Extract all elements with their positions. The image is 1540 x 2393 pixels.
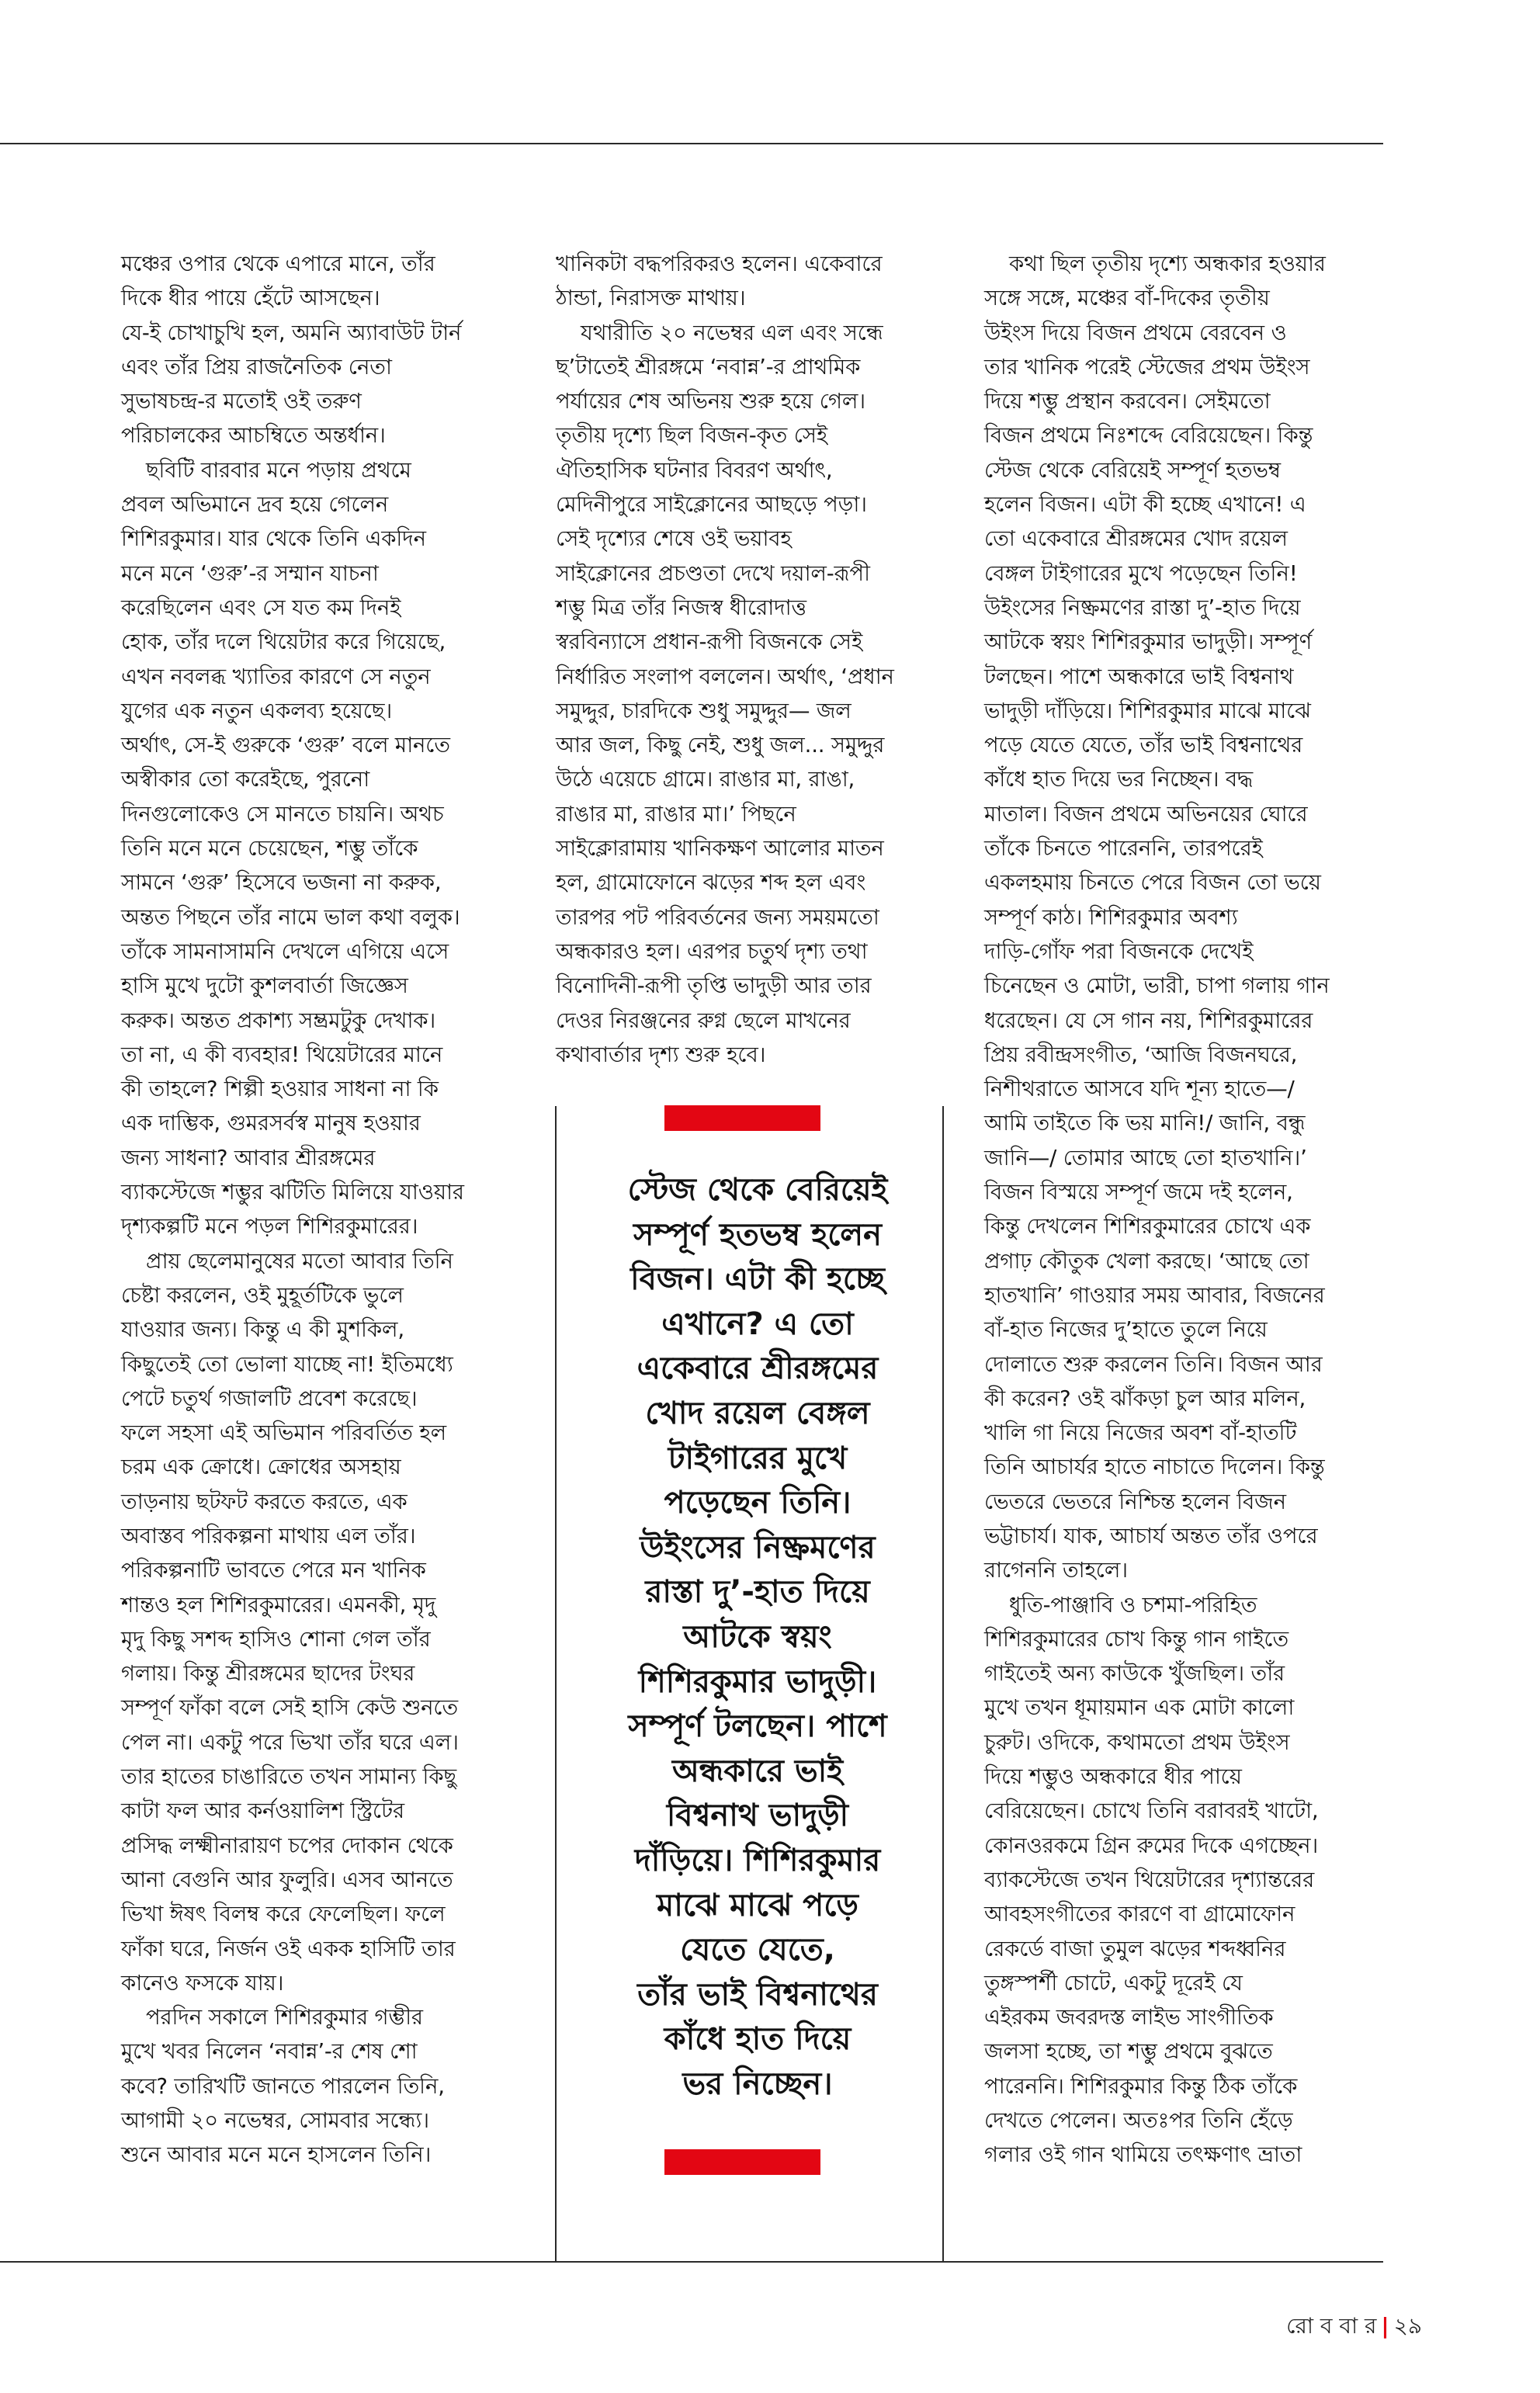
text-line: স্বরবিন্যাসে প্রধান-রূপী বিজনকে সেই — [556, 629, 863, 655]
text-line: কিন্তু দেখলেন শিশিরকুমারের চোখে এক — [984, 1213, 1311, 1240]
text-line: তার হাতের চাঙারিতে তখন সামান্য কিছু — [121, 1764, 457, 1790]
text-line: আবহসংগীতের কারণে বা গ্রামোফোন — [984, 1901, 1295, 1927]
text-line: প্রসিদ্ধ লক্ষ্মীনারায়ণ চপের দোকান থেকে — [121, 1832, 453, 1858]
top-rule — [0, 143, 1383, 144]
text-line: রেকর্ডে বাজা তুমুল ঝড়ের শব্দধ্বনির — [984, 1935, 1286, 1961]
text-line: দৃশ্যকল্পটি মনে পড়ল শিশিরকুমারের। — [121, 1213, 418, 1240]
text-line: দিকে ধীর পায়ে হেঁটে আসছেন। — [121, 285, 380, 311]
text-line: গাইতেই অন্য কাউকে খুঁজছিল। তাঁর — [984, 1660, 1285, 1687]
text-line: প্রবল অভিমানে দ্রব হয়ে গেলেন — [121, 491, 389, 518]
text-line: সেই দৃশ্যের শেষে ওই ভয়াবহ — [556, 525, 792, 552]
pull-quote-line: মাঝে মাঝে পড়ে — [657, 1887, 858, 1923]
text-line: কথাবার্তার দৃশ্য শুরু হবে। — [556, 1041, 766, 1067]
text-line: বিনোদিনী-রূপী তৃপ্তি ভাদুড়ী আর তার — [556, 973, 872, 999]
text-line: সমুদ্দুর, চারদিকে শুধু সমুদ্দুর— জল — [556, 697, 852, 723]
pull-quote-line: একেবারে শ্রীরঙ্গমের — [636, 1351, 879, 1387]
text-line: আর জল, কিছু নেই, শুধু জল... সমুদ্দুর — [556, 732, 885, 758]
text-line: মঞ্চের ওপার থেকে এপারে মানে, তাঁর — [121, 251, 435, 276]
pull-quote-line: তাঁর ভাই বিশ্বনাথের — [637, 1976, 878, 2013]
text-line: নিশীথরাতে আসবে যদি শূন্য হাতে—/ — [984, 1076, 1295, 1102]
text-line: তো একেবারে শ্রীরঙ্গমের খোদ রয়েল — [984, 525, 1288, 552]
text-line: দিয়ে শম্ভু প্রস্থান করবেন। সেইমতো — [984, 388, 1271, 414]
page-number: ২৯ — [1393, 2313, 1422, 2339]
text-line: মনে মনে ‘গুরু’-র সম্মান যাচনা — [121, 560, 379, 586]
text-line: কবে? তারিখটি জানতে পারলেন তিনি, — [121, 2072, 445, 2099]
text-line: তাঁকে সামনাসামনি দেখলে এগিয়ে এসে — [121, 938, 449, 964]
text-line: যথারীতি ২০ নভেম্বর এল এবং সন্ধে — [581, 319, 883, 345]
pull-quote-line: বিশ্বনাথ ভাদুড়ী — [666, 1798, 849, 1834]
text-line: দাড়ি-গোঁফ পরা বিজনকে দেখেই — [984, 938, 1254, 964]
pull-quote-line: এখানে? এ তো — [661, 1306, 854, 1342]
text-line: পরিচালকের আচম্বিতে অন্তর্ধান। — [121, 422, 386, 449]
text-line: চেষ্টা করলেন, ওই মুহূর্তটিকে ভুলে — [121, 1281, 404, 1308]
text-line: বিজন প্রথমে নিঃশব্দে বেরিয়েছেন। কিন্তু — [984, 422, 1313, 449]
pull-quote-line: রাস্তা দু’-হাত দিয়ে — [645, 1574, 870, 1611]
text-line: হাসি মুখে দুটো কুশলবার্তা জিজ্ঞেস — [121, 973, 408, 999]
text-line: ভট্টাচার্য। যাক, আচার্য অন্তত তাঁর ওপরে — [984, 1522, 1318, 1549]
text-line: শিশিরকুমারের চোখ কিন্তু গান গাইতে — [984, 1625, 1289, 1652]
text-line: মুখে খবর নিলেন ‘নবান্ন’-র শেষ শো — [121, 2038, 418, 2065]
text-line: শান্তও হল শিশিরকুমারের। এমনকী, মৃদু — [121, 1591, 436, 1618]
text-line: ছবিটি বারবার মনে পড়ায় প্রথমে — [146, 456, 411, 483]
text-line: কানেও ফসকে যায়। — [121, 1969, 284, 1996]
page-footer — [1226, 2309, 1422, 2346]
text-line: অস্বীকার তো করেইছে, পুরনো — [121, 766, 370, 792]
text-line: খালি গা নিয়ে নিজের অবশ বাঁ-হাতটি — [984, 1420, 1297, 1446]
pull-quote-line: শিশিরকুমার ভাদুড়ী। — [638, 1663, 877, 1700]
text-line: দিয়ে শম্ভুও অন্ধকারে ধীর পায়ে — [984, 1764, 1242, 1790]
text-line: তিনি আচার্যর হাতে নাচাতে দিলেন। কিন্তু — [984, 1454, 1325, 1480]
text-line: যাওয়ার জন্য। কিন্তু এ কী মুশকিল, — [121, 1316, 404, 1343]
pull-quote-line: পড়েছেন তিনি। — [664, 1485, 852, 1521]
text-line: কথা ছিল তৃতীয় দৃশ্যে অন্ধকার হওয়ার — [1009, 251, 1326, 276]
text-line: নির্ধারিত সংলাপ বললেন। অর্থাৎ, ‘প্রধান — [556, 663, 894, 689]
text-line: সম্পূর্ণ কাঠ। শিশিরকুমার অবশ্য — [984, 903, 1238, 930]
text-line: মাতাল। বিজন প্রথমে অভিনয়ের ঘোরে — [984, 800, 1308, 827]
text-line: হলেন বিজন। এটা কী হচ্ছে এখানে! এ — [984, 491, 1306, 518]
text-line: ব্যাকস্টেজে তখন থিয়েটারের দৃশ্যান্তরের — [984, 1866, 1315, 1892]
text-line: তাড়নায় ছটফট করতে করতে, এক — [121, 1488, 408, 1514]
text-line: সঙ্গে সঙ্গে, মঞ্চের বাঁ-দিকের তৃতীয় — [984, 285, 1270, 311]
text-line: কাটা ফল আর কর্নওয়ালিশ স্ট্রিটের — [121, 1798, 404, 1824]
text-line: হল, গ্রামোফোনে ঝড়ের শব্দ হল এবং — [556, 869, 866, 896]
text-line: এখন নবলব্ধ খ্যাতির কারণে সে নতুন — [121, 663, 431, 689]
text-line: পরিকল্পনাটি ভাবতে পেরে মন খানিক — [121, 1557, 426, 1583]
text-line: এবং তাঁর প্রিয় রাজনৈতিক নেতা — [121, 353, 392, 380]
pull-quote — [576, 1168, 939, 2107]
pull-quote-line: বিজন। এটা কী হচ্ছে — [630, 1261, 885, 1298]
text-line: একলহমায় চিনতে পেরে বিজন তো ভয়ে — [984, 869, 1321, 896]
text-line: ভাদুড়ী দাঁড়িয়ে। শিশিরকুমার মাঝে মাঝে — [984, 697, 1311, 723]
text-line: উইংস দিয়ে বিজন প্রথমে বেরবেন ও — [984, 319, 1287, 345]
text-line: তার খানিক পরেই স্টেজের প্রথম উইংস — [984, 353, 1310, 380]
text-line: অন্তত পিছনে তাঁর নামে ভাল কথা বলুক। — [121, 903, 460, 930]
text-line: তুঙ্গস্পর্শী চোটে, একটু দূরেই যে — [984, 1969, 1243, 1996]
text-line: হাতখানি’ গাওয়ার সময় আবার, বিজনের — [984, 1281, 1325, 1308]
pull-quote-line: দাঁড়িয়ে। শিশিরকুমার — [634, 1842, 881, 1878]
text-line: তৃতীয় দৃশ্যে ছিল বিজন-কৃত সেই — [556, 422, 828, 449]
pull-quote-line: খোদ রয়েল বেঙ্গল — [645, 1395, 870, 1431]
text-line: করুক। অন্তত প্রকাশ্য সম্ভ্রমটুকু দেখাক। — [121, 1007, 436, 1033]
text-line: মৃদু কিছু সশব্দ হাসিও শোনা গেল তাঁর — [121, 1625, 431, 1652]
text-line: আগামী ২০ নভেম্বর, সোমবার সন্ধ্যে। — [121, 2107, 429, 2134]
text-line: দেওর নিরঞ্জনের রুগ্ন ছেলে মাখনের — [556, 1007, 851, 1033]
pull-quote-line: উইংসের নিষ্ক্রমণের — [640, 1529, 876, 1566]
text-line: টলছেন। পাশে অন্ধকারে ভাই বিশ্বনাথ — [984, 663, 1294, 689]
pull-quote-rule-left — [555, 1106, 557, 2261]
pull-quote-line: সম্পূর্ণ টলছেন। পাশে — [628, 1708, 887, 1745]
text-line: আমি তাইতে কি ভয় মানি!/ জানি, বন্ধু — [984, 1110, 1306, 1136]
pull-quote-line: স্টেজ থেকে বেরিয়েই — [627, 1172, 888, 1208]
text-line: এইরকম জবরদস্ত লাইভ সাংগীতিক — [984, 2004, 1274, 2031]
column-middle — [556, 247, 959, 1072]
text-line: কী করেন? ওই ঝাঁকড়া চুল আর মলিন, — [984, 1385, 1306, 1411]
text-line: এক দাম্ভিক, গুমরসর্বস্ব মানুষ হওয়ার — [121, 1110, 421, 1136]
pull-quote-line: আটকে স্বয়ং — [683, 1618, 832, 1655]
text-line: উইংসের নিষ্ক্রমণের রাস্তা দু’-হাত দিয়ে — [984, 594, 1301, 620]
text-line: তাঁকে চিনতে পারেননি, তারপরেই — [984, 835, 1263, 862]
text-line: কাঁধে হাত দিয়ে ভর নিচ্ছেন। বদ্ধ — [984, 766, 1254, 792]
text-line: হোক, তাঁর দলে থিয়েটার করে গিয়েছে, — [121, 629, 446, 655]
text-line: অন্ধকারও হল। এরপর চতুর্থ দৃশ্য তথা — [556, 938, 868, 964]
text-line: সাইক্লোরামায় খানিকক্ষণ আলোর মাতন — [556, 835, 884, 862]
pull-quote-rule-right — [942, 1106, 944, 2261]
text-line: ঠান্ডা, নিরাসক্ত মাথায়। — [556, 285, 746, 311]
magazine-name: রো ব বা র — [1286, 2313, 1377, 2339]
text-line: ধুতি-পাঞ্জাবি ও চশমা-পরিহিত — [1009, 1591, 1257, 1618]
text-line: পরদিন সকালে শিশিরকুমার গম্ভীর — [146, 2004, 423, 2031]
text-line: কী তাহলে? শিল্পী হওয়ার সাধনা না কি — [121, 1076, 439, 1102]
text-line: প্রিয় রবীন্দ্রসংগীত, ‘আজি বিজনঘরে, — [984, 1041, 1298, 1067]
text-line: সামনে ‘গুরু’ হিসেবে ভজনা না করুক, — [121, 869, 442, 896]
pull-quote-line: ভর নিচ্ছেন। — [682, 2065, 833, 2102]
text-line: জানি—/ তোমার আছে তো হাতখানি।’ — [984, 1144, 1307, 1170]
text-line: শম্ভু মিত্র তাঁর নিজস্ব ধীরোদাত্ত — [556, 594, 806, 620]
text-line: মেদিনীপুরে সাইক্লোনের আছড়ে পড়া। — [556, 491, 867, 518]
text-line: পেল না। একটু পরে ভিখা তাঁর ঘরে এল। — [121, 1729, 459, 1755]
text-line: শিশিরকুমার। যার থেকে তিনি একদিন — [121, 525, 426, 552]
text-line: পড়ে যেতে যেতে, তাঁর ভাই বিশ্বনাথের — [984, 732, 1303, 758]
text-line: দোলাতে শুরু করলেন তিনি। বিজন আর — [984, 1351, 1323, 1377]
text-line: ফলে সহসা এই অভিমান পরিবর্তিত হল — [121, 1420, 447, 1446]
text-line: চিনেছেন ও মোটা, ভারী, চাপা গলায় গান — [984, 973, 1330, 999]
pull-quote-line: অন্ধকারে ভাই — [671, 1753, 844, 1789]
text-line: শুনে আবার মনে মনে হাসলেন তিনি। — [121, 2142, 432, 2168]
text-line: ধরেছেন। যে সে গান নয়, শিশিরকুমারের — [984, 1007, 1313, 1033]
pull-quote-line: টাইগারের মুখে — [668, 1440, 848, 1476]
text-line: ঐতিহাসিক ঘটনার বিবরণ অর্থাৎ, — [556, 456, 833, 483]
text-line: ছ’টাতেই শ্রীরঙ্গমে ‘নবান্ন’-র প্রাথমিক — [556, 353, 861, 380]
text-line: অবাস্তব পরিকল্পনা মাথায় এল তাঁর। — [121, 1522, 416, 1549]
text-line: পেটে চতুর্থ গজালটি প্রবেশ করেছে। — [121, 1385, 418, 1411]
text-line: বেঙ্গল টাইগারের মুখে পড়েছেন তিনি! — [984, 560, 1298, 586]
text-line: বেরিয়েছেন। চোখে তিনি বরাবরই খাটো, — [984, 1798, 1319, 1824]
text-line: চুরুট। ওদিকে, কথামতো প্রথম উইংস — [984, 1729, 1290, 1755]
pull-quote-bar-bottom — [664, 2149, 820, 2175]
text-line: প্রগাঢ় কৌতুক খেলা করছে। ‘আছে তো — [984, 1247, 1309, 1274]
text-line: ব্যাকস্টেজে শম্ভুর ঝটিতি মিলিয়ে যাওয়ার — [121, 1179, 464, 1205]
column-right — [984, 247, 1403, 2173]
text-line: প্রায় ছেলেমানুষের মতো আবার তিনি — [146, 1247, 453, 1274]
pull-quote-line: সম্পূর্ণ হতভম্ব হলেন — [633, 1216, 882, 1253]
text-line: বাঁ-হাত নিজের দু’হাতে তুলে নিয়ে — [984, 1316, 1268, 1343]
text-line: ভেতরে ভেতরে নিশ্চিন্ত হলেন বিজন — [984, 1488, 1286, 1514]
text-line: তিনি মনে মনে চেয়েছেন, শম্ভু তাঁকে — [121, 835, 418, 862]
text-line: খানিকটা বদ্ধপরিকরও হলেন। একেবারে — [556, 251, 883, 276]
text-line: দেখতে পেলেন। অতঃপর তিনি হেঁড়ে — [984, 2107, 1293, 2134]
bottom-rule — [0, 2261, 1383, 2263]
text-line: পারেননি। শিশিরকুমার কিন্তু ঠিক তাঁকে — [984, 2072, 1298, 2099]
footer-separator: | — [1381, 2313, 1389, 2339]
text-line: ভিখা ঈষৎ বিলম্ব করে ফেলেছিল। ফলে — [121, 1901, 446, 1927]
text-line: করেছিলেন এবং সে যত কম দিনই — [121, 594, 401, 620]
text-line: সাইক্লোনের প্রচণ্ডতা দেখে দয়াল-রূপী — [556, 560, 870, 586]
text-line: অর্থাৎ, সে-ই গুরুকে ‘গুরু’ বলে মানতে — [121, 732, 450, 758]
text-line: যুগের এক নতুন একলব্য হয়েছে। — [121, 697, 393, 723]
text-line: জলসা হচ্ছে, তা শম্ভু প্রথমে বুঝতে — [984, 2038, 1273, 2065]
text-line: তারপর পট পরিবর্তনের জন্য সময়মতো — [556, 903, 879, 930]
text-line: স্টেজ থেকে বেরিয়েই সম্পূর্ণ হতভম্ব — [984, 456, 1281, 483]
text-line: জন্য সাধনা? আবার শ্রীরঙ্গমের — [121, 1144, 376, 1170]
text-line: গলায়। কিন্তু শ্রীরঙ্গমের ছাদের টংঘর — [121, 1660, 415, 1687]
text-line: ফাঁকা ঘরে, নির্জন ওই একক হাসিটি তার — [121, 1935, 456, 1961]
pull-quote-line: যেতে যেতে, — [680, 1932, 835, 1968]
text-line: সুভাষচন্দ্র-র মতোই ওই তরুণ — [121, 388, 362, 414]
text-line: আটকে স্বয়ং শিশিরকুমার ভাদুড়ী। সম্পূর্ণ — [984, 629, 1313, 655]
text-line: যে-ই চোখাচুখি হল, অমনি অ্যাবাউট টার্ন — [121, 319, 462, 345]
pull-quote-bar-top — [664, 1105, 820, 1131]
text-line: মুখে তখন ধূমায়মান এক মোটা কালো — [984, 1694, 1295, 1721]
text-line: পর্যায়ের শেষ অভিনয় শুরু হয়ে গেল। — [556, 388, 865, 414]
text-line: রাঙার মা, রাঙার মা।’ পিছনে — [556, 800, 796, 827]
column-left — [121, 247, 540, 2173]
text-line: সম্পূর্ণ ফাঁকা বলে সেই হাসি কেউ শুনতে — [121, 1694, 459, 1721]
text-line: কিছুতেই তো ভোলা যাচ্ছে না! ইতিমধ্যে — [121, 1351, 453, 1377]
text-line: গলার ওই গান থামিয়ে তৎক্ষণাৎ ভ্রাতা — [984, 2142, 1302, 2168]
text-line: উঠে এয়েচে গ্রামে। রাঙার মা, রাঙা, — [556, 766, 855, 792]
text-line: বিজন বিস্ময়ে সম্পূর্ণ জমে দই হলেন, — [984, 1179, 1293, 1205]
text-line: দিনগুলোকেও সে মানতে চায়নি। অথচ — [121, 800, 444, 827]
text-line: তা না, এ কী ব্যবহার! থিয়েটারের মানে — [121, 1041, 443, 1067]
text-line: কোনওরকমে গ্রিন রুমের দিকে এগচ্ছেন। — [984, 1832, 1319, 1858]
text-line: রাগেননি তাহলে। — [984, 1557, 1128, 1583]
text-line: চরম এক ক্রোধে। ক্রোধের অসহায় — [121, 1454, 401, 1480]
pull-quote-line: কাঁধে হাত দিয়ে — [664, 2021, 852, 2058]
text-line: আনা বেগুনি আর ফুলুরি। এসব আনতে — [121, 1866, 453, 1892]
